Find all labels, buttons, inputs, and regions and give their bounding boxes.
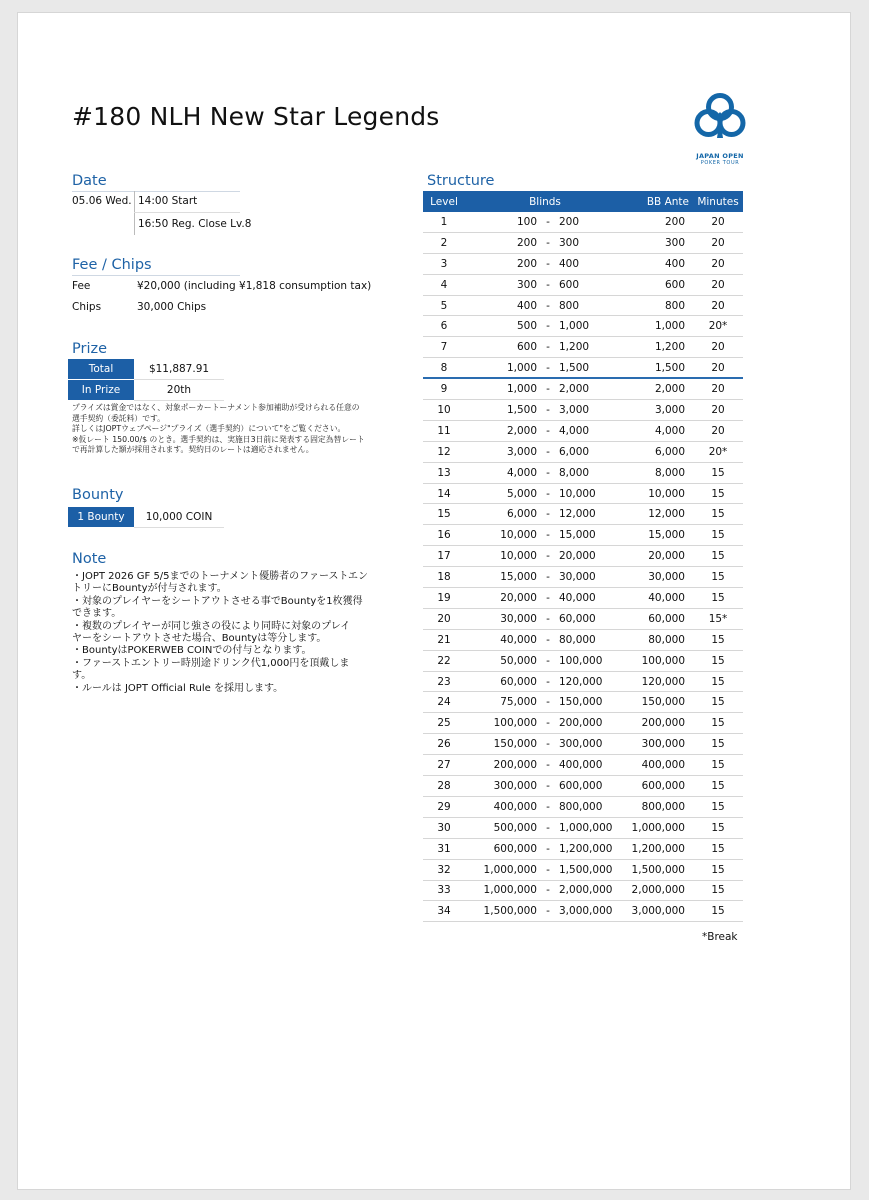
level-cell: 18 <box>437 571 451 584</box>
bb-ante-cell: 3,000 <box>654 403 685 416</box>
small-blind-cell: 5,000 <box>506 487 537 500</box>
header-bb-ante: BB Ante <box>646 195 689 208</box>
prize-note-line: 詳しくはJOPTウェブページ"プライズ（選手契約）について"をご覧ください。 <box>72 424 346 433</box>
bb-ante-cell: 800,000 <box>641 800 685 813</box>
level-cell: 25 <box>437 717 451 730</box>
minutes-cell: 15 <box>711 550 725 563</box>
bb-ante-cell: 200 <box>664 215 685 228</box>
small-blind-cell: 1,500 <box>506 403 537 416</box>
note-line: ・複数のプレイヤーが同じ強さの役により同時に対象のプレイ <box>72 620 351 632</box>
big-blind-cell: 150,000 <box>559 696 603 709</box>
small-blind-cell: 30,000 <box>500 612 537 625</box>
small-blind-cell: 300 <box>516 278 537 291</box>
structure-row <box>423 672 743 693</box>
prize-notes <box>72 403 412 456</box>
blind-separator: - <box>546 299 550 312</box>
structure-row <box>423 358 743 379</box>
blind-separator: - <box>546 779 550 792</box>
bounty-row-line <box>134 527 224 528</box>
bb-ante-cell: 4,000 <box>654 424 685 437</box>
bb-ante-cell: 12,000 <box>648 508 685 521</box>
blind-separator: - <box>546 320 550 333</box>
fee-divider <box>72 275 240 276</box>
bb-ante-cell: 1,200 <box>654 341 685 354</box>
small-blind-cell: 1,000,000 <box>483 884 537 897</box>
structure-row <box>423 567 743 588</box>
minutes-cell: 20* <box>708 320 728 333</box>
level-cell: 5 <box>440 299 448 312</box>
bb-ante-cell: 150,000 <box>641 696 685 709</box>
small-blind-cell: 150,000 <box>493 738 537 751</box>
fee-value: ¥20,000 (including ¥1,818 consumption tax) <box>137 280 372 292</box>
blind-separator: - <box>546 571 550 584</box>
blind-separator: - <box>546 278 550 291</box>
level-cell: 29 <box>437 800 451 813</box>
blind-separator: - <box>546 800 550 813</box>
level-cell: 28 <box>437 779 451 792</box>
bb-ante-cell: 30,000 <box>648 571 685 584</box>
big-blind-cell: 400 <box>559 257 580 270</box>
blind-separator: - <box>546 508 550 521</box>
bb-ante-cell: 10,000 <box>648 487 685 500</box>
minutes-cell: 20 <box>711 361 725 374</box>
level-cell: 27 <box>437 759 451 772</box>
bb-ante-cell: 400 <box>664 257 685 270</box>
small-blind-cell: 200 <box>516 236 537 249</box>
structure-row <box>423 484 743 505</box>
minutes-cell: 15 <box>711 466 725 479</box>
big-blind-cell: 1,000,000 <box>559 821 613 834</box>
note-line: ・ファーストエントリー時別途ドリンク代1,000円を頂戴しま <box>72 657 350 669</box>
bb-ante-cell: 3,000,000 <box>631 905 685 918</box>
level-cell: 17 <box>437 550 451 563</box>
level-cell: 14 <box>437 487 451 500</box>
blind-separator: - <box>546 738 550 751</box>
big-blind-cell: 300 <box>559 236 580 249</box>
small-blind-cell: 200 <box>516 257 537 270</box>
blind-separator: - <box>546 487 550 500</box>
minutes-cell: 20* <box>708 445 728 458</box>
blind-separator: - <box>546 403 550 416</box>
logo-text: JAPAN OPEN <box>696 152 744 160</box>
blind-separator: - <box>546 361 550 374</box>
bb-ante-cell: 20,000 <box>648 550 685 563</box>
small-blind-cell: 400,000 <box>493 800 537 813</box>
date-separator <box>134 191 135 235</box>
minutes-cell: 15 <box>711 675 725 688</box>
small-blind-cell: 300,000 <box>493 779 537 792</box>
structure-row <box>423 212 743 233</box>
big-blind-cell: 2,000 <box>559 383 590 396</box>
blind-separator: - <box>546 529 550 542</box>
big-blind-cell: 400,000 <box>559 759 603 772</box>
blind-separator: - <box>546 215 550 228</box>
level-cell: 24 <box>437 696 451 709</box>
level-cell: 26 <box>437 738 451 751</box>
small-blind-cell: 3,000 <box>506 445 537 458</box>
level-cell: 15 <box>437 508 451 521</box>
blind-separator: - <box>546 654 550 667</box>
minutes-cell: 20 <box>711 403 725 416</box>
minutes-cell: 15 <box>711 591 725 604</box>
small-blind-cell: 75,000 <box>500 696 537 709</box>
blind-separator: - <box>546 466 550 479</box>
blind-separator: - <box>546 257 550 270</box>
prize-note-line: で再計算した額が採用されます。契約日のレートは適応されません。 <box>72 445 314 454</box>
structure-row <box>423 296 743 317</box>
structure-row <box>423 713 743 734</box>
structure-row <box>423 818 743 839</box>
big-blind-cell: 3,000,000 <box>559 905 613 918</box>
page-title: #180 NLH New Star Legends <box>72 102 440 131</box>
blind-separator: - <box>546 905 550 918</box>
small-blind-cell: 2,000 <box>506 424 537 437</box>
minutes-cell: 15 <box>711 487 725 500</box>
small-blind-cell: 1,500,000 <box>483 905 537 918</box>
small-blind-cell: 100 <box>516 215 537 228</box>
structure-row <box>423 442 743 463</box>
blind-separator: - <box>546 884 550 897</box>
structure-row <box>423 609 743 630</box>
minutes-cell: 20 <box>711 257 725 270</box>
minutes-cell: 20 <box>711 383 725 396</box>
bb-ante-cell: 120,000 <box>641 675 685 688</box>
structure-table-body <box>423 212 743 922</box>
note-line: トリーにBountyが付与されます。 <box>72 583 227 595</box>
bb-ante-cell: 2,000 <box>654 383 685 396</box>
bb-ante-cell: 80,000 <box>648 633 685 646</box>
minutes-cell: 15 <box>711 571 725 584</box>
big-blind-cell: 30,000 <box>559 571 596 584</box>
big-blind-cell: 200 <box>559 215 580 228</box>
small-blind-cell: 10,000 <box>500 529 537 542</box>
level-cell: 3 <box>440 257 448 270</box>
bb-ante-cell: 2,000,000 <box>631 884 685 897</box>
date-day: 05.06 Wed. <box>72 195 132 207</box>
minutes-cell: 20 <box>711 215 725 228</box>
big-blind-cell: 800,000 <box>559 800 603 813</box>
structure-row <box>423 776 743 797</box>
jopt-logo <box>690 90 750 166</box>
logo-subtext: POKER TOUR <box>700 160 740 166</box>
minutes-cell: 20 <box>711 341 725 354</box>
level-cell: 4 <box>440 278 448 291</box>
minutes-cell: 15 <box>711 842 725 855</box>
level-cell: 22 <box>437 654 451 667</box>
big-blind-cell: 120,000 <box>559 675 603 688</box>
big-blind-cell: 1,200,000 <box>559 842 613 855</box>
structure-row <box>423 797 743 818</box>
structure-row <box>423 755 743 776</box>
level-cell: 9 <box>440 383 448 396</box>
fee-chips-heading: Fee / Chips <box>72 257 152 273</box>
small-blind-cell: 20,000 <box>500 591 537 604</box>
big-blind-cell: 15,000 <box>559 529 596 542</box>
bb-ante-cell: 300,000 <box>641 738 685 751</box>
blind-separator: - <box>546 591 550 604</box>
minutes-cell: 15 <box>711 717 725 730</box>
big-blind-cell: 4,000 <box>559 424 590 437</box>
big-blind-cell: 6,000 <box>559 445 590 458</box>
structure-row <box>423 546 743 567</box>
big-blind-cell: 40,000 <box>559 591 596 604</box>
small-blind-cell: 60,000 <box>500 675 537 688</box>
structure-row <box>423 860 743 881</box>
minutes-cell: 15 <box>711 654 725 667</box>
structure-row <box>423 839 743 860</box>
date-start-time: 14:00 Start <box>138 195 198 207</box>
level-cell: 16 <box>437 529 451 542</box>
small-blind-cell: 1,000,000 <box>483 863 537 876</box>
minutes-cell: 20 <box>711 424 725 437</box>
minutes-cell: 15 <box>711 738 725 751</box>
big-blind-cell: 1,200 <box>559 341 590 354</box>
level-cell: 19 <box>437 591 451 604</box>
small-blind-cell: 1,000 <box>506 361 537 374</box>
small-blind-cell: 100,000 <box>493 717 537 730</box>
blind-separator: - <box>546 633 550 646</box>
blind-separator: - <box>546 821 550 834</box>
minutes-cell: 15 <box>711 863 725 876</box>
note-line: ・JOPT 2026 GF 5/5までのトーナメント優勝者のファーストエン <box>72 571 369 582</box>
blind-separator: - <box>546 445 550 458</box>
structure-table-header <box>423 191 743 212</box>
note-line: す。 <box>72 670 92 682</box>
level-cell: 30 <box>437 821 451 834</box>
bb-ante-cell: 1,200,000 <box>631 842 685 855</box>
structure-row <box>423 254 743 275</box>
level-cell: 13 <box>437 466 451 479</box>
structure-row <box>423 901 743 922</box>
level-cell: 33 <box>437 884 451 897</box>
structure-row <box>423 881 743 902</box>
prize-note-line: 選手契約（委託料）です。 <box>72 413 165 423</box>
bounty-label: 1 Bounty <box>68 507 134 527</box>
minutes-cell: 15 <box>711 529 725 542</box>
blind-separator: - <box>546 717 550 730</box>
prize-note-line: ※仮レート 150.00/$ のとき。選手契約は、実施日3日前に発表する固定為替レート <box>72 434 365 444</box>
big-blind-cell: 600 <box>559 278 580 291</box>
date-row-line <box>134 212 240 213</box>
minutes-cell: 15 <box>711 759 725 772</box>
minutes-cell: 15 <box>711 696 725 709</box>
bb-ante-cell: 1,500,000 <box>631 863 685 876</box>
fee-label: Fee <box>72 280 91 292</box>
prize-total-label: Total <box>68 359 134 379</box>
blind-separator: - <box>546 550 550 563</box>
header-level: Level <box>430 195 458 208</box>
small-blind-cell: 200,000 <box>493 759 537 772</box>
level-cell: 20 <box>437 612 451 625</box>
bb-ante-cell: 15,000 <box>648 529 685 542</box>
structure-row <box>423 400 743 421</box>
minutes-cell: 15 <box>711 800 725 813</box>
break-note: *Break <box>702 931 738 943</box>
structure-heading: Structure <box>427 173 495 189</box>
big-blind-cell: 20,000 <box>559 550 596 563</box>
bb-ante-cell: 6,000 <box>654 445 685 458</box>
big-blind-cell: 100,000 <box>559 654 603 667</box>
big-blind-cell: 300,000 <box>559 738 603 751</box>
minutes-cell: 15 <box>711 884 725 897</box>
big-blind-cell: 200,000 <box>559 717 603 730</box>
level-cell: 34 <box>437 905 451 918</box>
level-cell: 23 <box>437 675 451 688</box>
small-blind-cell: 40,000 <box>500 633 537 646</box>
level-cell: 2 <box>440 236 448 249</box>
minutes-cell: 15 <box>711 633 725 646</box>
big-blind-cell: 80,000 <box>559 633 596 646</box>
big-blind-cell: 10,000 <box>559 487 596 500</box>
structure-row <box>423 692 743 713</box>
structure-row <box>423 525 743 546</box>
small-blind-cell: 400 <box>516 299 537 312</box>
small-blind-cell: 500 <box>516 320 537 333</box>
big-blind-cell: 800 <box>559 299 580 312</box>
level-cell: 8 <box>440 361 448 374</box>
chips-label: Chips <box>72 301 102 313</box>
small-blind-cell: 15,000 <box>500 571 537 584</box>
structure-row <box>423 504 743 525</box>
blind-separator: - <box>546 612 550 625</box>
structure-row <box>423 651 743 672</box>
minutes-cell: 15 <box>711 905 725 918</box>
big-blind-cell: 1,500,000 <box>559 863 613 876</box>
bb-ante-cell: 60,000 <box>648 612 685 625</box>
small-blind-cell: 500,000 <box>493 821 537 834</box>
minutes-cell: 15 <box>711 779 725 792</box>
bb-ante-cell: 600,000 <box>641 779 685 792</box>
minutes-cell: 20 <box>711 278 725 291</box>
big-blind-cell: 3,000 <box>559 403 590 416</box>
blind-separator: - <box>546 696 550 709</box>
big-blind-cell: 8,000 <box>559 466 590 479</box>
blind-separator: - <box>546 424 550 437</box>
structure-row <box>423 337 743 358</box>
small-blind-cell: 1,000 <box>506 383 537 396</box>
small-blind-cell: 10,000 <box>500 550 537 563</box>
big-blind-cell: 60,000 <box>559 612 596 625</box>
small-blind-cell: 600,000 <box>493 842 537 855</box>
prize-note-line: プライズは賞金ではなく、対象ポーカートーナメント参加補助が受けられる任意の <box>72 403 360 412</box>
minutes-cell: 20 <box>711 236 725 249</box>
structure-row <box>423 233 743 254</box>
blind-separator: - <box>546 236 550 249</box>
blind-separator: - <box>546 842 550 855</box>
level-cell: 1 <box>440 215 448 228</box>
note-line: ・ルールは JOPT Official Rule を採用します。 <box>72 682 284 694</box>
date-reg-close: 16:50 Reg. Close Lv.8 <box>138 218 252 230</box>
small-blind-cell: 600 <box>516 341 537 354</box>
bounty-value: 10,000 COIN <box>145 511 213 523</box>
level-cell: 6 <box>440 320 448 333</box>
structure-row <box>423 463 743 484</box>
bb-ante-cell: 1,000 <box>654 320 685 333</box>
note-line: ・BountyはPOKERWEB COINでの付与となります。 <box>72 645 312 657</box>
bb-ante-cell: 300 <box>664 236 685 249</box>
big-blind-cell: 1,500 <box>559 361 590 374</box>
header-minutes: Minutes <box>697 195 739 208</box>
structure-row <box>423 316 743 337</box>
structure-row <box>423 630 743 651</box>
bb-ante-cell: 800 <box>664 299 685 312</box>
date-divider <box>72 191 240 192</box>
level-cell: 21 <box>437 633 451 646</box>
small-blind-cell: 6,000 <box>506 508 537 521</box>
minutes-cell: 15 <box>711 821 725 834</box>
note-line: できます。 <box>72 608 122 620</box>
bb-ante-cell: 100,000 <box>641 654 685 667</box>
blind-separator: - <box>546 341 550 354</box>
header-blinds: Blinds <box>529 195 561 208</box>
minutes-cell: 20 <box>711 299 725 312</box>
note-heading: Note <box>72 551 107 567</box>
clover-logo-icon <box>692 90 748 146</box>
note-body <box>72 571 402 695</box>
bb-ante-cell: 1,500 <box>654 361 685 374</box>
big-blind-cell: 1,000 <box>559 320 590 333</box>
prize-heading: Prize <box>72 341 108 357</box>
level-cell: 31 <box>437 842 451 855</box>
date-heading: Date <box>72 173 107 189</box>
blind-separator: - <box>546 759 550 772</box>
prize-inprize-value: 20th <box>166 384 192 396</box>
prize-row-line <box>134 400 224 401</box>
bb-ante-cell: 400,000 <box>641 759 685 772</box>
blind-separator: - <box>546 863 550 876</box>
structure-row <box>423 734 743 755</box>
structure-row <box>423 275 743 296</box>
blind-separator: - <box>546 383 550 396</box>
structure-row <box>423 421 743 442</box>
structure-row <box>423 588 743 609</box>
minutes-cell: 15 <box>711 508 725 521</box>
prize-inprize-label: In Prize <box>68 380 134 400</box>
bb-ante-cell: 8,000 <box>654 466 685 479</box>
level-cell: 32 <box>437 863 451 876</box>
chips-value: 30,000 Chips <box>137 301 207 313</box>
bb-ante-cell: 1,000,000 <box>631 821 685 834</box>
prize-total-value: $11,887.91 <box>148 363 210 375</box>
level-cell: 11 <box>437 424 451 437</box>
bounty-heading: Bounty <box>72 487 124 503</box>
big-blind-cell: 2,000,000 <box>559 884 613 897</box>
note-line: ・対象のプレイヤーをシートアウトさせる事でBountyを1枚獲得 <box>72 595 363 607</box>
bb-ante-cell: 600 <box>664 278 685 291</box>
small-blind-cell: 4,000 <box>506 466 537 479</box>
level-cell: 7 <box>440 341 448 354</box>
structure-table <box>423 191 743 922</box>
note-line: ヤーをシートアウトさせた場合、Bountyは等分します。 <box>72 633 327 645</box>
small-blind-cell: 50,000 <box>500 654 537 667</box>
big-blind-cell: 12,000 <box>559 508 596 521</box>
big-blind-cell: 600,000 <box>559 779 603 792</box>
blind-separator: - <box>546 675 550 688</box>
bb-ante-cell: 40,000 <box>648 591 685 604</box>
bb-ante-cell: 200,000 <box>641 717 685 730</box>
structure-row <box>423 379 743 400</box>
minutes-cell: 15* <box>708 612 728 625</box>
level-cell: 10 <box>437 403 451 416</box>
level-cell: 12 <box>437 445 451 458</box>
